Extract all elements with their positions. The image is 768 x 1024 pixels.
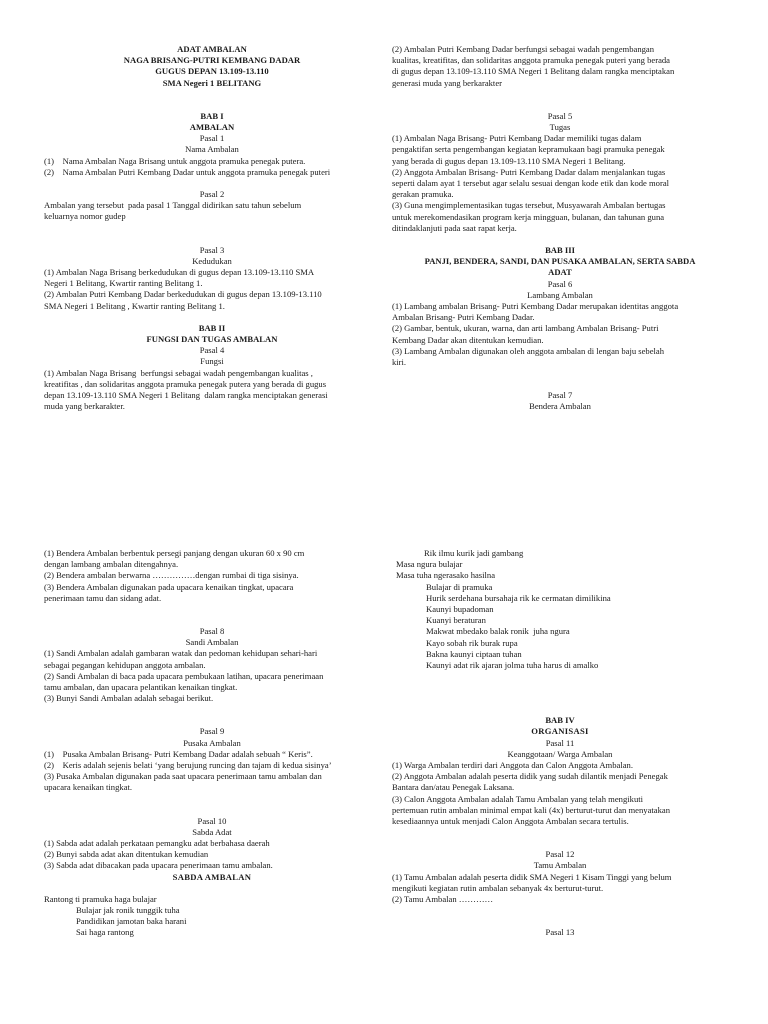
- sabda-right-intro: Masa ngura bulajar: [396, 559, 463, 570]
- bab3-subtitle-line2: ADAT: [548, 267, 572, 278]
- sabda-right-line: Bakna kaunyi ciptaan tuhan: [426, 648, 522, 659]
- sabda-right-intro: Rik ilmu kurik jadi gambang: [424, 548, 524, 558]
- pasal10-line: (3) Sabda adat dibacakan pada upacara penerimaan tamu ambalan.: [44, 860, 273, 871]
- pasal6-title: Pasal 6: [547, 278, 573, 289]
- pasal11-line: kesediaannya untuk menjadi Calon Anggota Ambalan secara tertulis.: [392, 816, 629, 827]
- doc-title-line4: SMA Negeri 1 BELITANG: [162, 77, 262, 88]
- bab1-subtitle: AMBALAN: [189, 122, 235, 133]
- sabda-right-line: Kuanyi beraturan: [426, 615, 486, 626]
- bab1-title: BAB I: [200, 110, 224, 121]
- pasal8-subtitle: Sandi Ambalan: [185, 637, 239, 648]
- pasal6-line: Ambalan Brisang- Putri Kembang Dadar.: [392, 312, 535, 323]
- pasal5-line: gerakan pramuka.: [392, 189, 454, 200]
- bab3-title: BAB III: [545, 245, 575, 256]
- sabda-right-line: Kaunyi bupadoman: [426, 604, 494, 615]
- pasal5-line: (2) Anggota Ambalan Brisang- Putri Kembang Dadar dalam menjalankan tugas: [392, 166, 666, 177]
- pasal4-line: kualitas, kreatifitas, dan solidaritas anggota pramuka penegak puteri yang berada: [392, 55, 671, 66]
- pasal1-title: Pasal 1: [199, 133, 225, 144]
- pasal10-line: (1) Sabda adat adalah perkataan pemangku adat berbahasa daerah: [44, 838, 270, 849]
- pasal8-line: (3) Bunyi Sandi Ambalan adalah sebagai berikut.: [44, 693, 214, 704]
- pasal11-line: pertemuan rutin ambalan minimal empat kali (4x) berturut-turut dan menyatakan: [392, 804, 671, 815]
- pasal5-line: ditindaklanjuti pada saat rapat kerja.: [392, 222, 517, 233]
- pasal11-line: Bantara dan/atau Penegak Laksana.: [392, 782, 515, 793]
- pasal3-line: SMA Negeri 1 Belitang , Kwartir ranting Belitang 1.: [44, 300, 225, 311]
- pasal10-title: Pasal 10: [197, 815, 227, 826]
- sabda-right-line: Kayo sobah rik burak rupa: [426, 637, 518, 648]
- page2-right-column: [392, 548, 728, 938]
- pasal2-line: Ambalan yang tersebut pada pasal 1 Tanggal didirikan satu tahun sebelum: [44, 200, 302, 211]
- pasal7-line: penerimaan tamu dan sidang adat.: [44, 592, 162, 603]
- pasal7-line: dengan lambang ambalan ditengahnya.: [44, 559, 179, 570]
- pasal7-line: (1) Bendera Ambalan berbentuk persegi panjang dengan ukuran 60 x 90 cm: [44, 548, 305, 558]
- pasal12-subtitle: Tamu Ambalan: [533, 860, 587, 871]
- pasal8-line: tamu ambalan, dan upacara pelantikan kenaikan tingkat.: [44, 682, 238, 693]
- sabda-line: Sai haga rantong: [76, 927, 134, 938]
- pasal6-subtitle: Lambang Ambalan: [527, 289, 593, 300]
- pasal6-line: (3) Lambang Ambalan digunakan oleh anggota ambalan di lengan baju sebelah: [392, 345, 665, 356]
- pasal5-line: (3) Guna mengimplementasikan tugas tersebut, Musyawarah Ambalan bertugas: [392, 200, 666, 211]
- pasal9-line: (3) Pusaka Ambalan digunakan pada saat upacara penerimaan tamu ambalan dan: [44, 771, 322, 782]
- pasal7-subtitle: Bendera Ambalan: [529, 401, 591, 412]
- sabda-line: Pandidikan jamotan baka harani: [76, 916, 187, 927]
- pasal5-line: untuk merekomendasikan program kerja mingguan, bulanan, dan tahunan guna: [392, 211, 665, 222]
- doc-title-line1: ADAT AMBALAN: [177, 44, 247, 54]
- page1-right-column: [392, 44, 728, 413]
- pasal7-title: Pasal 7: [547, 390, 573, 401]
- pasal3-subtitle: Kedudukan: [192, 255, 232, 266]
- pasal12-title: Pasal 12: [545, 849, 575, 860]
- sabda-ambalan-title: SABDA AMBALAN: [172, 871, 252, 882]
- sabda-right-line: Bulajar di pramuka: [426, 581, 493, 592]
- sabda-right-line: Makwat mbedako balak ronik juha ngura: [426, 626, 570, 637]
- pasal6-line: (2) Gambar, bentuk, ukuran, warna, dan arti lambang Ambalan Brisang- Putri: [392, 323, 659, 334]
- pasal5-line: pengaktifan serta pengembangan kegiatan kepramukaan bagi pramuka penegak: [392, 144, 665, 155]
- pasal10-subtitle: Sabda Adat: [192, 826, 232, 837]
- pasal9-line: (2) Keris adalah sejenis belati ‘yang berujung runcing dan tajam di kedua sisinya’: [44, 760, 332, 771]
- pasal5-line: seperti dalam ayat 1 tersebut agar selalu sesuai dengan kode etik dan kode moral: [392, 178, 670, 189]
- pasal3-title: Pasal 3: [199, 244, 225, 255]
- pasal8-line: (1) Sandi Ambalan adalah gambaran watak dan pedoman kehidupan sehari-hari: [44, 648, 318, 659]
- bab4-subtitle: ORGANISASI: [531, 726, 589, 737]
- pasal6-line: Kembang Dadar akan ditentukan kemudian.: [392, 334, 544, 345]
- pasal8-line: sebagai pegangan kehidupan anggota ambalan.: [44, 659, 206, 670]
- pasal1-subtitle: Nama Ambalan: [185, 144, 239, 155]
- pasal4-line: depan 13.109-13.110 SMA Negeri 1 Belitang dalam rangka menciptakan generasi: [44, 390, 328, 401]
- pasal12-line: (2) Tamu Ambalan …………: [392, 894, 494, 905]
- pasal9-subtitle: Pusaka Ambalan: [183, 737, 241, 748]
- pasal5-title: Pasal 5: [547, 110, 573, 121]
- pasal8-title: Pasal 8: [199, 626, 225, 637]
- pasal4-line: muda yang berkarakter.: [44, 401, 125, 412]
- sabda-right-line: Kaunyi adat rik ajaran jolma tuha harus di amalko: [426, 660, 599, 671]
- bab2-title: BAB II: [198, 322, 226, 333]
- pasal4-line: generasi muda yang berkarakter: [392, 77, 502, 88]
- pasal11-subtitle: Keanggotaan/ Warga Ambalan: [507, 748, 613, 759]
- bab3-subtitle-line1: PANJI, BENDERA, SANDI, DAN PUSAKA AMBALAN, SERTA SABDA: [424, 256, 696, 267]
- pasal5-line: (1) Ambalan Naga Brisang- Putri Kembang Dadar memiliki tugas dalam: [392, 133, 642, 144]
- page1-left-column: [44, 44, 380, 412]
- pasal7-line: (3) Bendera Ambalan digunakan pada upacara kenaikan tingkat, upacara: [44, 581, 294, 592]
- pasal4-subtitle: Fungsi: [200, 356, 224, 367]
- pasal4-title: Pasal 4: [199, 345, 225, 356]
- pasal13-title: Pasal 13: [545, 927, 575, 938]
- pasal3-line: (1) Ambalan Naga Brisang berkedudukan di gugus depan 13.109-13.110 SMA: [44, 267, 315, 278]
- pasal4-line: (2) Ambalan Putri Kembang Dadar berfungsi sebagai wadah pengembangan: [392, 44, 655, 54]
- pasal11-line: (2) Anggota Ambalan adalah peserta didik yang sudah dilantik menjadi Penegak: [392, 771, 668, 782]
- sabda-right-line: Hurik serdehana bursahaja rik ke cermatan dimilikina: [426, 592, 611, 603]
- pasal3-line: Negeri 1 Belitang, Kwartir ranting Belitang 1.: [44, 278, 203, 289]
- doc-title-line3: GUGUS DEPAN 13.109-13.110: [155, 66, 269, 77]
- pasal1-line: (2) Nama Ambalan Putri Kembang Dadar untuk anggota pramuka penegak puteri: [44, 166, 331, 177]
- doc-title-line2: NAGA BRISANG-PUTRI KEMBANG DADAR: [123, 55, 301, 66]
- pasal10-line: (2) Bunyi sabda adat akan ditentukan kemudian: [44, 849, 209, 860]
- pasal11-title: Pasal 11: [545, 737, 575, 748]
- pasal3-line: (2) Ambalan Putri Kembang Dadar berkedudukan di gugus depan 13.109-13.110: [44, 289, 322, 300]
- pasal5-line: yang berada di gugus depan 13.109-13.110 SMA Negeri 1 Belitang.: [392, 155, 626, 166]
- pasal11-line: (3) Calon Anggota Ambalan adalah Tamu Ambalan yang telah mengikuti: [392, 793, 644, 804]
- pasal4-line: (1) Ambalan Naga Brisang berfungsi sebagai wadah pengembangan kualitas ,: [44, 367, 313, 378]
- pasal9-line: (1) Pusaka Ambalan Brisang- Putri Kembang Dadar adalah sebuah “ Keris”.: [44, 748, 313, 759]
- pasal2-title: Pasal 2: [199, 189, 225, 200]
- pasal4-line: kreatifitas , dan solidaritas anggota pramuka penegak putera yang berada di gugus: [44, 378, 327, 389]
- pasal1-line: (1) Nama Ambalan Naga Brisang untuk anggota pramuka penegak putera.: [44, 155, 306, 166]
- pasal2-line: keluarnya nomor gudep: [44, 211, 126, 222]
- pasal8-line: (2) Sandi Ambalan di baca pada upacara pembukaan latihan, upacara penerimaan: [44, 670, 324, 681]
- page2-left-column: [44, 548, 380, 939]
- pasal12-line: mengikuti kegiatan rutin ambalan sebanyak 4x berturut-turut.: [392, 882, 604, 893]
- bab2-subtitle: FUNGSI DAN TUGAS AMBALAN: [146, 334, 278, 345]
- pasal4-line: di gugus depan 13.109-13.110 SMA Negeri 1 Belitang dalam rangka menciptakan: [392, 66, 675, 77]
- pasal9-line: upacara kenaikan tingkat.: [44, 782, 133, 793]
- pasal6-line: kiri.: [392, 357, 407, 368]
- bab4-title: BAB IV: [545, 715, 575, 726]
- pasal7-line: (2) Bendera ambalan berwarna ……………dengan rumbai di tiga sisinya.: [44, 570, 299, 581]
- pasal9-title: Pasal 9: [199, 726, 225, 737]
- sabda-right-intro: Masa tuha ngerasako hasilna: [396, 570, 496, 581]
- pasal11-line: (1) Warga Ambalan terdiri dari Anggota dan Calon Anggota Ambalan.: [392, 760, 633, 771]
- pasal12-line: (1) Tamu Ambalan adalah peserta didik SMA Negeri 1 Kisam Tinggi yang belum: [392, 871, 672, 882]
- pasal5-subtitle: Tugas: [549, 122, 571, 133]
- sabda-line: Bulajar jak ronik tunggik tuha: [76, 905, 180, 916]
- pasal6-line: (1) Lambang ambalan Brisang- Putri Kembang Dadar merupakan identitas anggota: [392, 301, 679, 312]
- sabda-intro: Rantong ti pramuka haga bulajar: [44, 893, 157, 904]
